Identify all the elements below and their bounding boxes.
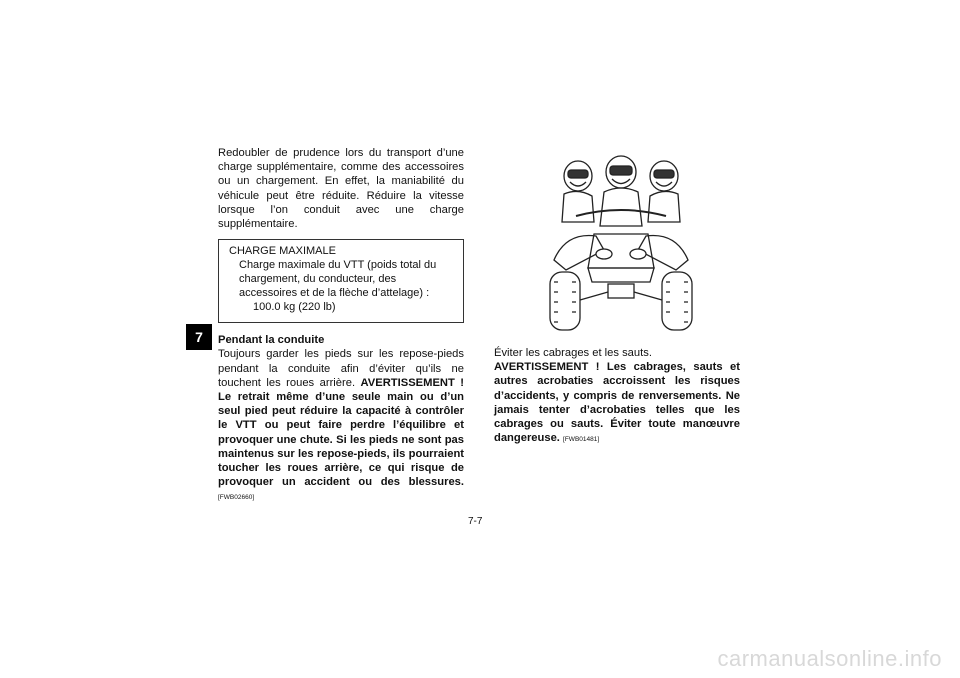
warning-intro-right: Éviter les cabrages et les sauts. [494, 347, 652, 359]
page-number: 7-7 [468, 516, 483, 527]
section-heading: Pendant la conduite [218, 334, 325, 347]
warning-code-right: [FWB01481] [563, 436, 600, 444]
max-load-value: 100.0 kg (220 lb) [253, 301, 336, 314]
max-load-text: Charge maximale du VTT (poids total du chargement, du conducteur, des accessoires et de la flèche d’attelage) : [239, 259, 437, 300]
helmet-right-icon [650, 161, 678, 191]
helmet-center-icon [606, 156, 636, 188]
right-column [494, 346, 740, 447]
warning-text-left: AVERTISSEMENT ! Le retrait même d’une seule main ou d’un seul pied peut réduire la capacité à contrôler le VTT ou peut faire perdre l’équilibre et provoquer une chute. Si les pieds ne sont pas maintenus sur les repose-pieds, ils pourraient toucher les roues arrière, ce qui risque de provoquer un accident ou des blessures. [218, 376, 465, 489]
intro-paragraph: Redoubler de prudence lors du transport d’une charge supplémentaire, comme des accessoires ou un chargement. En effet, la maniabilité du véhicule peut être réduite. Réduire la vitesse lorsque l’on conduit avec une charge supplémentaire. [218, 147, 464, 231]
wheel-front-left [550, 272, 580, 330]
wheel-front-right [662, 272, 692, 330]
warning-paragraph-right [494, 346, 740, 447]
watermark: carmanualsonline.info [717, 646, 942, 671]
warning-text-right: AVERTISSEMENT ! Les cabrages, sauts et autres acrobaties accroissent les risques d’accidents, y compris de renversements. Ne jamais tenter d’acrobaties telles que les cabrages ou sauts. Éviter toute manœuvre dangereuse. [494, 361, 740, 445]
chapter-tab: 7 [186, 324, 212, 350]
atv-riders-illustration [546, 150, 696, 340]
warning-intro-left: Toujours garder les pieds sur les repose-pieds pendant la conduite afin d’éviter qu’ils ne touchent les roues arrière. [218, 348, 464, 389]
max-load-box [218, 239, 464, 323]
left-column [218, 146, 464, 506]
helmet-left-icon [564, 161, 592, 191]
warning-code-left: [FWB02660] [218, 494, 255, 502]
max-load-title: CHARGE MAXIMALE [229, 245, 336, 258]
warning-paragraph-left [218, 347, 464, 505]
